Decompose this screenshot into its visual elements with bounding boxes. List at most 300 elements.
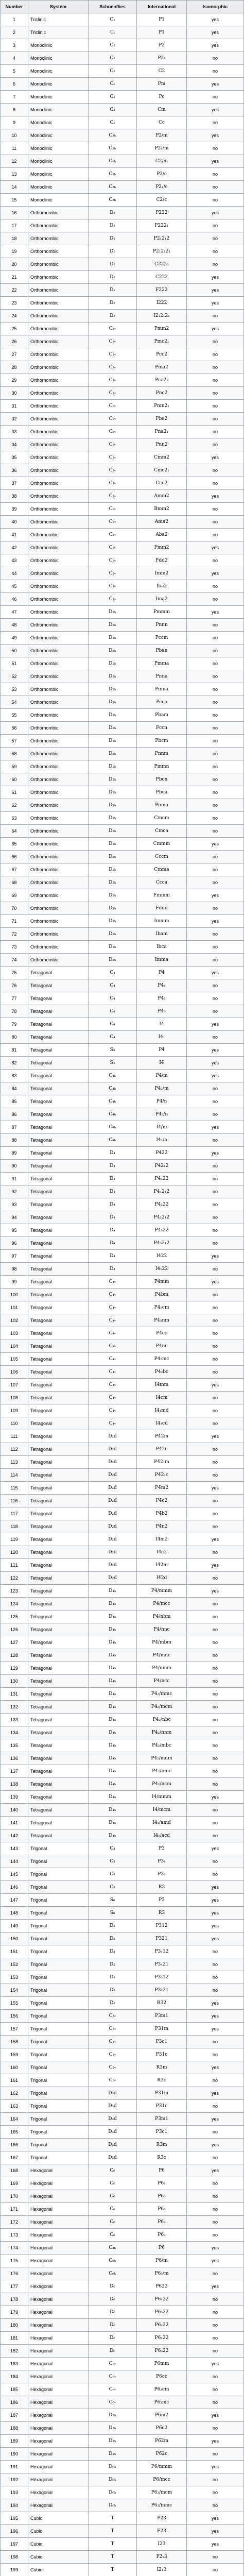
table-row [1, 1984, 244, 1997]
cell-international: P31m [137, 2023, 187, 2036]
cell-number: 190 [1, 2448, 28, 2461]
cell-international: I222 [137, 297, 187, 310]
cell-schoenflies: T [89, 2525, 137, 2538]
cell-system: Hexagonal [28, 2280, 89, 2293]
cell-isomorphic: no [187, 1495, 244, 1507]
cell-isomorphic: no [187, 645, 244, 657]
cell-system: Hexagonal [28, 2396, 89, 2409]
cell-international: P6₃cm [137, 2383, 187, 2396]
cell-system: Orthorhombic [28, 915, 89, 928]
cell-international: P4/nbm [137, 1611, 187, 1623]
cell-international: Immm [137, 915, 187, 928]
cell-isomorphic: yes [187, 1920, 244, 1933]
cell-international: Ima2 [137, 593, 187, 606]
cell-international: Cc [137, 116, 187, 129]
cell-isomorphic: yes [187, 2525, 244, 2538]
cell-schoenflies: D₃d [89, 2113, 137, 2126]
cell-isomorphic: no [187, 735, 244, 748]
cell-isomorphic: no [187, 709, 244, 722]
cell-international: P222 [137, 207, 187, 219]
cell-number: 100 [1, 1289, 28, 1301]
cell-system: Tetragonal [28, 1778, 89, 1791]
cell-international: P4̄2₁m [137, 1456, 187, 1469]
cell-schoenflies: C₄ₕ [89, 1134, 137, 1147]
cell-system: Trigonal [28, 2036, 89, 2048]
table-row [1, 2074, 244, 2087]
cell-system: Orthorhombic [28, 748, 89, 760]
table-row [1, 1598, 244, 1611]
cell-schoenflies: D₃d [89, 2100, 137, 2113]
cell-system: Tetragonal [28, 1314, 89, 1327]
cell-schoenflies: C₃ₕ [89, 2242, 137, 2255]
cell-international: Pccn [137, 722, 187, 735]
cell-international: P6₃ [137, 2229, 187, 2242]
cell-international: P3̄1c [137, 2100, 187, 2113]
cell-schoenflies: C₄ᵥ [89, 1327, 137, 1340]
cell-number: 105 [1, 1353, 28, 1366]
cell-schoenflies: D₂ₕ [89, 696, 137, 709]
cell-system: Orthorhombic [28, 928, 89, 941]
cell-international: P2 [137, 39, 187, 52]
cell-international: P3 [137, 1842, 187, 1855]
cell-system: Trigonal [28, 1842, 89, 1855]
cell-schoenflies: C₄ᵥ [89, 1314, 137, 1327]
cell-international: P3̄m1 [137, 2113, 187, 2126]
cell-number: 108 [1, 1392, 28, 1404]
cell-isomorphic: yes [187, 2010, 244, 2023]
table-row [1, 1546, 244, 1559]
cell-international: R3c [137, 2074, 187, 2087]
cell-number: 158 [1, 2036, 28, 2048]
table-row [1, 1842, 244, 1855]
cell-system: Orthorhombic [28, 464, 89, 477]
cell-isomorphic: yes [187, 2280, 244, 2293]
table-row [1, 2126, 244, 2139]
cell-number: 159 [1, 2048, 28, 2061]
cell-system: Tetragonal [28, 1469, 89, 1482]
cell-number: 55 [1, 709, 28, 722]
cell-number: 88 [1, 1134, 28, 1147]
cell-isomorphic: no [187, 361, 244, 374]
cell-schoenflies: D₂ₕ [89, 915, 137, 928]
table-row [1, 1572, 244, 1585]
cell-number: 7 [1, 91, 28, 104]
table-row [1, 1688, 244, 1701]
cell-isomorphic: yes [187, 39, 244, 52]
cell-international: P6̄m2 [137, 2409, 187, 2422]
cell-number: 10 [1, 129, 28, 142]
cell-system: Tetragonal [28, 1739, 89, 1752]
table-row [1, 632, 244, 645]
cell-schoenflies: C₄ᵥ [89, 1340, 137, 1353]
cell-system: Cubic [28, 2525, 89, 2538]
table-row [1, 1623, 244, 1636]
cell-schoenflies: T [89, 2538, 137, 2551]
cell-isomorphic: no [187, 181, 244, 194]
cell-number: 117 [1, 1507, 28, 1520]
cell-number: 47 [1, 606, 28, 619]
table-row [1, 2306, 244, 2319]
cell-isomorphic: no [187, 2473, 244, 2486]
cell-number: 64 [1, 825, 28, 838]
cell-international: I4̄ [137, 1057, 187, 1070]
table-row [1, 2538, 244, 2551]
cell-international: P6̄2m [137, 2435, 187, 2448]
cell-international: P4₁2₁2 [137, 1185, 187, 1198]
cell-number: 116 [1, 1495, 28, 1507]
cell-schoenflies: C₆ᵥ [89, 2396, 137, 2409]
cell-system: Hexagonal [28, 2499, 89, 2512]
cell-number: 48 [1, 619, 28, 632]
cell-number: 98 [1, 1263, 28, 1276]
cell-isomorphic: yes [187, 284, 244, 297]
cell-international: P6/mcc [137, 2473, 187, 2486]
table-row [1, 438, 244, 451]
cell-isomorphic: yes [187, 2512, 244, 2525]
cell-number: 94 [1, 1211, 28, 1224]
cell-schoenflies: C₄ₕ [89, 1095, 137, 1108]
table-row [1, 426, 244, 438]
cell-isomorphic: no [187, 168, 244, 181]
cell-isomorphic: no [187, 194, 244, 207]
cell-schoenflies: C₆ [89, 2164, 137, 2177]
cell-schoenflies: D₄ₕ [89, 1817, 137, 1829]
cell-number: 165 [1, 2126, 28, 2139]
cell-system: Tetragonal [28, 1546, 89, 1559]
cell-international: P3₂ [137, 1868, 187, 1881]
cell-system: Tetragonal [28, 1147, 89, 1160]
cell-isomorphic: no [187, 812, 244, 825]
cell-isomorphic: no [187, 1572, 244, 1585]
table-row [1, 2255, 244, 2267]
cell-number: 45 [1, 580, 28, 593]
cell-system: Tetragonal [28, 1817, 89, 1829]
cell-system: Hexagonal [28, 2332, 89, 2345]
table-row [1, 104, 244, 116]
table-row [1, 645, 244, 657]
cell-system: Orthorhombic [28, 799, 89, 812]
cell-system: Tetragonal [28, 1611, 89, 1623]
cell-isomorphic: no [187, 1185, 244, 1198]
cell-international: I4₁ [137, 1031, 187, 1044]
cell-number: 20 [1, 258, 28, 271]
cell-schoenflies: D₂ₕ [89, 645, 137, 657]
cell-system: Orthorhombic [28, 400, 89, 413]
cell-number: 114 [1, 1469, 28, 1482]
cell-international: P3̄1m [137, 2087, 187, 2100]
cell-international: Pmma [137, 657, 187, 670]
cell-system: Orthorhombic [28, 696, 89, 709]
cell-isomorphic: no [187, 1714, 244, 1726]
cell-schoenflies: D₂ₕ [89, 928, 137, 941]
cell-international: P6₃/mmc [137, 2499, 187, 2512]
cell-isomorphic: no [187, 1327, 244, 1340]
cell-isomorphic: no [187, 1507, 244, 1520]
cell-international: Pnnn [137, 619, 187, 632]
cell-isomorphic: no [187, 2383, 244, 2396]
cell-schoenflies: C₂ᵥ [89, 580, 137, 593]
cell-number: 172 [1, 2216, 28, 2229]
cell-international: P4₂mc [137, 1353, 187, 1366]
cell-isomorphic: no [187, 799, 244, 812]
cell-number: 2 [1, 26, 28, 39]
cell-international: Pba2 [137, 413, 187, 426]
cell-international: Pmna [137, 683, 187, 696]
cell-international: Fdd2 [137, 554, 187, 567]
cell-international: P3m1 [137, 2010, 187, 2023]
table-row [1, 1173, 244, 1185]
cell-isomorphic: no [187, 374, 244, 387]
cell-isomorphic: yes [187, 2409, 244, 2422]
table-row [1, 709, 244, 722]
cell-international: Aba2 [137, 529, 187, 541]
cell-schoenflies: C₆ᵥ [89, 2370, 137, 2383]
cell-system: Hexagonal [28, 2486, 89, 2499]
cell-isomorphic: no [187, 2551, 244, 2564]
cell-isomorphic: no [187, 1855, 244, 1868]
cell-system: Orthorhombic [28, 825, 89, 838]
cell-isomorphic: no [187, 2267, 244, 2280]
cell-international: P2₁/c [137, 181, 187, 194]
cell-schoenflies: D₃ₕ [89, 2409, 137, 2422]
cell-number: 146 [1, 1881, 28, 1894]
cell-isomorphic: no [187, 1675, 244, 1688]
cell-number: 186 [1, 2396, 28, 2409]
cell-system: Tetragonal [28, 1250, 89, 1263]
cell-schoenflies: D₂ₕ [89, 876, 137, 889]
cell-international: Pnna [137, 670, 187, 683]
cell-isomorphic: no [187, 1301, 244, 1314]
cell-schoenflies: D₂ₕ [89, 722, 137, 735]
cell-system: Orthorhombic [28, 863, 89, 876]
table-row [1, 1971, 244, 1984]
cell-schoenflies: D₃ [89, 1997, 137, 2010]
cell-system: Hexagonal [28, 2383, 89, 2396]
cell-schoenflies: D₂d [89, 1533, 137, 1546]
cell-isomorphic: no [187, 2345, 244, 2358]
cell-number: 22 [1, 284, 28, 297]
table-row [1, 593, 244, 606]
cell-system: Orthorhombic [28, 258, 89, 271]
table-row [1, 2048, 244, 2061]
cell-system: Orthorhombic [28, 670, 89, 683]
table-row [1, 232, 244, 245]
cell-number: 12 [1, 155, 28, 168]
cell-number: 112 [1, 1443, 28, 1456]
cell-system: Tetragonal [28, 1185, 89, 1198]
table-row [1, 529, 244, 541]
cell-schoenflies: C₂ᵥ [89, 374, 137, 387]
cell-schoenflies: D₄ [89, 1198, 137, 1211]
cell-number: 72 [1, 928, 28, 941]
table-row [1, 451, 244, 464]
table-row [1, 142, 244, 155]
cell-international: P6₁22 [137, 2293, 187, 2306]
cell-number: 104 [1, 1340, 28, 1353]
cell-system: Trigonal [28, 2087, 89, 2100]
cell-isomorphic: no [187, 2448, 244, 2461]
cell-isomorphic: no [187, 2396, 244, 2409]
cell-number: 66 [1, 851, 28, 863]
cell-number: 111 [1, 1430, 28, 1443]
cell-number: 118 [1, 1520, 28, 1533]
cell-system: Hexagonal [28, 2229, 89, 2242]
cell-schoenflies: D₄ₕ [89, 1611, 137, 1623]
cell-international: Cmmm [137, 838, 187, 851]
cell-international: P3₁12 [137, 1945, 187, 1958]
cell-isomorphic: yes [187, 1881, 244, 1894]
cell-system: Orthorhombic [28, 889, 89, 902]
table-row [1, 1018, 244, 1031]
cell-number: 161 [1, 2074, 28, 2087]
cell-system: Orthorhombic [28, 219, 89, 232]
cell-international: Pc [137, 91, 187, 104]
cell-system: Hexagonal [28, 2216, 89, 2229]
cell-international: Pbcn [137, 773, 187, 786]
cell-number: 166 [1, 2139, 28, 2151]
cell-isomorphic: yes [187, 2435, 244, 2448]
cell-isomorphic: no [187, 1739, 244, 1752]
cell-system: Tetragonal [28, 1675, 89, 1688]
cell-schoenflies: D₂ₕ [89, 863, 137, 876]
cell-schoenflies: D₄ₕ [89, 1662, 137, 1675]
cell-international: P4₂/mmc [137, 1688, 187, 1701]
cell-international: P4/nmm [137, 1662, 187, 1675]
cell-schoenflies: D₄ₕ [89, 1752, 137, 1765]
cell-international: P6mm [137, 2358, 187, 2370]
cell-system: Trigonal [28, 2139, 89, 2151]
table-row [1, 1649, 244, 1662]
cell-international: P6 [137, 2164, 187, 2177]
cell-system: Monoclinic [28, 104, 89, 116]
table-row [1, 1443, 244, 1456]
cell-isomorphic: no [187, 1314, 244, 1327]
table-row [1, 400, 244, 413]
cell-schoenflies: C₄ᵥ [89, 1353, 137, 1366]
cell-system: Orthorhombic [28, 541, 89, 554]
cell-number: 28 [1, 361, 28, 374]
cell-number: 137 [1, 1765, 28, 1778]
cell-system: Hexagonal [28, 2177, 89, 2190]
cell-number: 41 [1, 529, 28, 541]
cell-number: 113 [1, 1456, 28, 1469]
cell-number: 148 [1, 1907, 28, 1920]
cell-schoenflies: C₄ [89, 967, 137, 979]
table-row [1, 1701, 244, 1714]
cell-number: 95 [1, 1224, 28, 1237]
cell-number: 92 [1, 1185, 28, 1198]
cell-isomorphic: yes [187, 1057, 244, 1070]
cell-schoenflies: D₄ₕ [89, 1726, 137, 1739]
table-row [1, 1456, 244, 1469]
cell-schoenflies: D₂ₕ [89, 735, 137, 748]
cell-international: P4₃2₁2 [137, 1237, 187, 1250]
cell-schoenflies: D₃d [89, 2139, 137, 2151]
cell-schoenflies: Cᵢ [89, 26, 137, 39]
cell-system: Trigonal [28, 2126, 89, 2139]
header-row [1, 1, 244, 13]
cell-international: P4₂ [137, 992, 187, 1005]
cell-schoenflies: C₂ᵥ [89, 516, 137, 529]
cell-international: Ama2 [137, 516, 187, 529]
cell-international: I4/mcm [137, 1804, 187, 1817]
cell-isomorphic: no [187, 142, 244, 155]
cell-number: 76 [1, 979, 28, 992]
cell-number: 65 [1, 838, 28, 851]
cell-system: Tetragonal [28, 1057, 89, 1070]
cell-isomorphic: no [187, 1198, 244, 1211]
table-row [1, 1095, 244, 1108]
cell-system: Orthorhombic [28, 438, 89, 451]
cell-international: P31c [137, 2048, 187, 2061]
cell-international: P4/mmm [137, 1585, 187, 1598]
column-header-schoenflies: Schoenflies [89, 1, 137, 13]
cell-isomorphic: yes [187, 2139, 244, 2151]
table-row [1, 1198, 244, 1211]
cell-schoenflies: D₄ₕ [89, 1701, 137, 1714]
cell-number: 24 [1, 310, 28, 323]
cell-isomorphic: no [187, 979, 244, 992]
cell-system: Orthorhombic [28, 374, 89, 387]
cell-international: Pmc2₁ [137, 335, 187, 348]
cell-international: P4₂/nmc [137, 1765, 187, 1778]
cell-isomorphic: no [187, 1636, 244, 1649]
cell-schoenflies: C₃ᵥ [89, 2074, 137, 2087]
cell-international: P6₅22 [137, 2306, 187, 2319]
cell-schoenflies: D₄ [89, 1211, 137, 1224]
cell-system: Trigonal [28, 1984, 89, 1997]
cell-schoenflies: C₂ₕ [89, 129, 137, 142]
cell-schoenflies: C₃ᵥ [89, 2061, 137, 2074]
cell-international: P4₃ [137, 1005, 187, 1018]
cell-number: 60 [1, 773, 28, 786]
cell-system: Monoclinic [28, 129, 89, 142]
table-row [1, 39, 244, 52]
cell-number: 59 [1, 760, 28, 773]
cell-schoenflies: D₂ₕ [89, 709, 137, 722]
cell-system: Monoclinic [28, 181, 89, 194]
cell-isomorphic: no [187, 245, 244, 258]
cell-schoenflies: D₆ [89, 2280, 137, 2293]
cell-schoenflies: C₄ₕ [89, 1070, 137, 1082]
table-row [1, 1185, 244, 1198]
cell-schoenflies: D₆ₕ [89, 2499, 137, 2512]
cell-system: Tetragonal [28, 1495, 89, 1507]
table-row [1, 2499, 244, 2512]
cell-schoenflies: D₂ [89, 258, 137, 271]
cell-international: I2₁3 [137, 2564, 187, 2576]
table-row [1, 168, 244, 181]
cell-isomorphic: yes [187, 1147, 244, 1160]
cell-international: P4̄c2 [137, 1495, 187, 1507]
table-row [1, 541, 244, 554]
table-row [1, 13, 244, 26]
table-row [1, 1791, 244, 1804]
cell-system: Orthorhombic [28, 297, 89, 310]
cell-isomorphic: yes [187, 1533, 244, 1546]
cell-isomorphic: no [187, 1005, 244, 1018]
cell-schoenflies: C₂ₕ [89, 194, 137, 207]
table-row [1, 2036, 244, 2048]
cell-system: Hexagonal [28, 2203, 89, 2216]
cell-international: P4nc [137, 1340, 187, 1353]
cell-number: 51 [1, 657, 28, 670]
cell-system: Tetragonal [28, 1160, 89, 1173]
cell-schoenflies: C₆ [89, 2203, 137, 2216]
table-row [1, 1340, 244, 1353]
cell-number: 96 [1, 1237, 28, 1250]
cell-international: Pmm2 [137, 323, 187, 335]
